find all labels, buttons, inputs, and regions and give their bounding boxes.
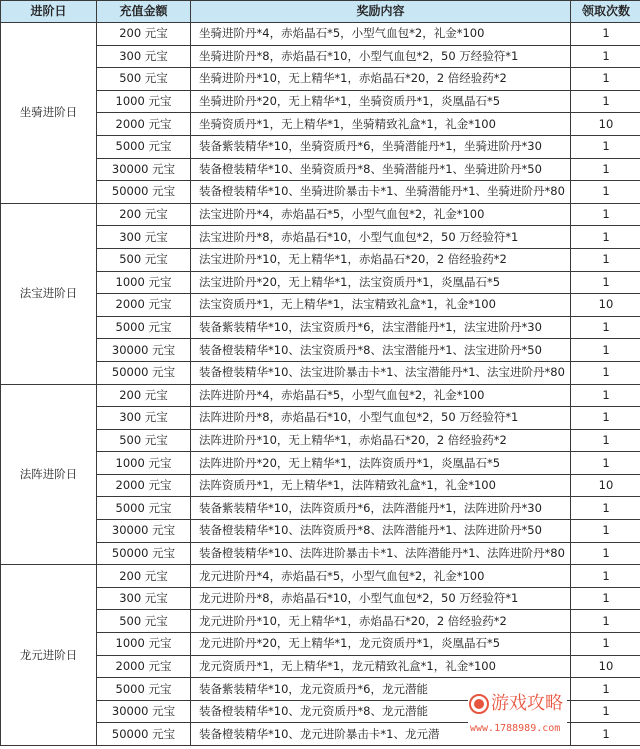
table-row	[1, 23, 640, 46]
count-cell: 1	[571, 248, 640, 271]
count-cell: 10	[571, 474, 640, 497]
reward-cell: 龙元进阶丹*4，赤焰晶石*5，小型气血包*2，礼金*100	[191, 565, 571, 588]
amount-cell: 500 元宝	[97, 68, 191, 91]
reward-cell: 龙元进阶丹*20，无上精华*1，龙元资质丹*1，炎凰晶石*5	[191, 633, 571, 656]
table-row	[1, 339, 640, 362]
reward-cell: 法宝进阶丹*4，赤焰晶石*5，小型气血包*2，礼金*100	[191, 203, 571, 226]
day-cell: 龙元进阶日	[1, 565, 97, 746]
reward-cell: 装备橙装精华*10、法阵进阶暴击卡*1、法阵潜能丹*1、法阵进阶丹*80	[191, 542, 571, 565]
table-row	[1, 158, 640, 181]
amount-cell: 200 元宝	[97, 384, 191, 407]
table-row	[1, 384, 640, 407]
table-row	[1, 68, 640, 91]
amount-cell: 200 元宝	[97, 23, 191, 46]
amount-cell: 1000 元宝	[97, 633, 191, 656]
count-cell: 1	[571, 23, 640, 46]
count-cell: 10	[571, 655, 640, 678]
count-cell: 1	[571, 520, 640, 543]
watermark	[468, 690, 567, 744]
header-day: 进阶日	[1, 1, 97, 23]
header-amount: 充值金额	[97, 1, 191, 23]
amount-cell: 300 元宝	[97, 407, 191, 430]
reward-cell: 法阵资质丹*1，无上精华*1，法阵精致礼盒*1，礼金*100	[191, 474, 571, 497]
amount-cell: 30000 元宝	[97, 520, 191, 543]
reward-cell: 法宝进阶丹*20，无上精华*1，法宝资质丹*1，炎凰晶石*5	[191, 271, 571, 294]
table-row	[1, 45, 640, 68]
count-cell: 1	[571, 429, 640, 452]
reward-cell: 坐骑资质丹*1，无上精华*1，坐骑精致礼盒*1，礼金*100	[191, 113, 571, 136]
amount-cell: 2000 元宝	[97, 655, 191, 678]
reward-cell: 装备紫装精华*10，龙元资质丹*6，龙元潜能	[191, 678, 571, 701]
table-row	[1, 520, 640, 543]
table-row	[1, 90, 640, 113]
table-row	[1, 565, 640, 588]
amount-cell: 5000 元宝	[97, 678, 191, 701]
table-row	[1, 474, 640, 497]
amount-cell: 5000 元宝	[97, 497, 191, 520]
amount-cell: 50000 元宝	[97, 542, 191, 565]
amount-cell: 1000 元宝	[97, 452, 191, 475]
header-count: 领取次数	[571, 1, 640, 23]
table-row	[1, 407, 640, 430]
header-reward: 奖励内容	[191, 1, 571, 23]
reward-cell: 法宝进阶丹*8，赤焰晶石*10，小型气血包*2，50 万经验符*1	[191, 226, 571, 249]
amount-cell: 50000 元宝	[97, 723, 191, 746]
amount-cell: 200 元宝	[97, 565, 191, 588]
amount-cell: 1000 元宝	[97, 90, 191, 113]
count-cell: 1	[571, 339, 640, 362]
day-cell: 坐骑进阶日	[1, 23, 97, 204]
count-cell: 1	[571, 226, 640, 249]
reward-cell: 坐骑进阶丹*10，无上精华*1，赤焰晶石*20，2 倍经验药*2	[191, 68, 571, 91]
reward-cell: 装备橙装精华*10、龙元进阶暴击卡*1、龙元潜	[191, 723, 571, 746]
reward-cell: 龙元进阶丹*8，赤焰晶石*10，小型气血包*2，50 万经验符*1	[191, 587, 571, 610]
amount-cell: 2000 元宝	[97, 474, 191, 497]
reward-cell: 装备紫装精华*10，法宝资质丹*6，法宝潜能丹*1，法宝进阶丹*30	[191, 316, 571, 339]
reward-cell: 装备橙装精华*10、法宝进阶暴击卡*1、法宝潜能丹*1、法宝进阶丹*80	[191, 361, 571, 384]
amount-cell: 2000 元宝	[97, 113, 191, 136]
reward-cell: 坐骑进阶丹*8，赤焰晶石*10，小型气血包*2，50 万经验符*1	[191, 45, 571, 68]
table-row	[1, 497, 640, 520]
count-cell: 1	[571, 90, 640, 113]
table-row	[1, 203, 640, 226]
table-row	[1, 542, 640, 565]
amount-cell: 500 元宝	[97, 610, 191, 633]
table-row	[1, 429, 640, 452]
count-cell: 1	[571, 542, 640, 565]
count-cell: 1	[571, 181, 640, 204]
amount-cell: 30000 元宝	[97, 158, 191, 181]
count-cell: 1	[571, 610, 640, 633]
count-cell: 1	[571, 203, 640, 226]
count-cell: 1	[571, 361, 640, 384]
table-row	[1, 271, 640, 294]
amount-cell: 30000 元宝	[97, 339, 191, 362]
count-cell: 1	[571, 45, 640, 68]
amount-cell: 300 元宝	[97, 45, 191, 68]
reward-cell: 龙元进阶丹*10，无上精华*1，赤焰晶石*20，2 倍经验药*2	[191, 610, 571, 633]
amount-cell: 500 元宝	[97, 248, 191, 271]
count-cell: 10	[571, 294, 640, 317]
amount-cell: 2000 元宝	[97, 294, 191, 317]
count-cell: 1	[571, 565, 640, 588]
reward-cell: 装备橙装精华*10、法阵资质丹*8、法阵潜能丹*1、法阵进阶丹*50	[191, 520, 571, 543]
table-row	[1, 633, 640, 656]
count-cell: 1	[571, 68, 640, 91]
count-cell: 1	[571, 723, 640, 746]
amount-cell: 5000 元宝	[97, 135, 191, 158]
count-cell: 1	[571, 384, 640, 407]
reward-cell: 坐骑进阶丹*20，无上精华*1，坐骑资质丹*1，炎凰晶石*5	[191, 90, 571, 113]
table-row	[1, 452, 640, 475]
count-cell: 1	[571, 700, 640, 723]
table-row	[1, 587, 640, 610]
reward-cell: 装备紫装精华*10，坐骑资质丹*6，坐骑潜能丹*1，坐骑进阶丹*30	[191, 135, 571, 158]
table-row	[1, 361, 640, 384]
reward-cell: 装备橙装精华*10、法宝资质丹*8、法宝潜能丹*1、法宝进阶丹*50	[191, 339, 571, 362]
amount-cell: 300 元宝	[97, 226, 191, 249]
table-row	[1, 226, 640, 249]
reward-cell: 法阵进阶丹*8，赤焰晶石*10，小型气血包*2，50 万经验符*1	[191, 407, 571, 430]
count-cell: 1	[571, 135, 640, 158]
reward-cell: 装备橙装精华*10、坐骑资质丹*8、坐骑潜能丹*1、坐骑进阶丹*50	[191, 158, 571, 181]
day-cell: 法阵进阶日	[1, 384, 97, 565]
amount-cell: 500 元宝	[97, 429, 191, 452]
reward-cell: 法宝进阶丹*10，无上精华*1，赤焰晶石*20，2 倍经验药*2	[191, 248, 571, 271]
table-row	[1, 181, 640, 204]
reward-cell: 法阵进阶丹*4，赤焰晶石*5，小型气血包*2，礼金*100	[191, 384, 571, 407]
reward-cell: 坐骑进阶丹*4，赤焰晶石*5，小型气血包*2，礼金*100	[191, 23, 571, 46]
amount-cell: 5000 元宝	[97, 316, 191, 339]
table-row	[1, 248, 640, 271]
amount-cell: 50000 元宝	[97, 361, 191, 384]
watermark-url: www.1788989.com	[470, 723, 561, 734]
count-cell: 1	[571, 158, 640, 181]
count-cell: 1	[571, 633, 640, 656]
amount-cell: 1000 元宝	[97, 271, 191, 294]
gamepad-logo-icon	[469, 694, 489, 714]
table-row	[1, 655, 640, 678]
table-row	[1, 113, 640, 136]
count-cell: 1	[571, 316, 640, 339]
table-row	[1, 294, 640, 317]
reward-cell: 法宝资质丹*1，无上精华*1，法宝精致礼盒*1，礼金*100	[191, 294, 571, 317]
watermark-title: 游戏攻略	[491, 693, 563, 714]
count-cell: 10	[571, 113, 640, 136]
count-cell: 1	[571, 678, 640, 701]
count-cell: 1	[571, 271, 640, 294]
count-cell: 1	[571, 452, 640, 475]
amount-cell: 300 元宝	[97, 587, 191, 610]
count-cell: 1	[571, 497, 640, 520]
reward-cell: 法阵进阶丹*10，无上精华*1，赤焰晶石*20，2 倍经验药*2	[191, 429, 571, 452]
table-header	[1, 1, 640, 23]
table-row	[1, 610, 640, 633]
table-row	[1, 316, 640, 339]
amount-cell: 30000 元宝	[97, 700, 191, 723]
reward-cell: 法阵进阶丹*20，无上精华*1，法阵资质丹*1，炎凰晶石*5	[191, 452, 571, 475]
amount-cell: 50000 元宝	[97, 181, 191, 204]
count-cell: 1	[571, 587, 640, 610]
reward-cell: 装备橙装精华*10、坐骑进阶暴击卡*1、坐骑潜能丹*1、坐骑进阶丹*80	[191, 181, 571, 204]
reward-cell: 装备橙装精华*10、龙元资质丹*8、龙元潜能	[191, 700, 571, 723]
day-cell: 法宝进阶日	[1, 203, 97, 384]
amount-cell: 200 元宝	[97, 203, 191, 226]
reward-cell: 装备紫装精华*10，法阵资质丹*6，法阵潜能丹*1，法阵进阶丹*30	[191, 497, 571, 520]
table-row	[1, 135, 640, 158]
reward-cell: 龙元资质丹*1，无上精华*1，龙元精致礼盒*1，礼金*100	[191, 655, 571, 678]
count-cell: 1	[571, 407, 640, 430]
